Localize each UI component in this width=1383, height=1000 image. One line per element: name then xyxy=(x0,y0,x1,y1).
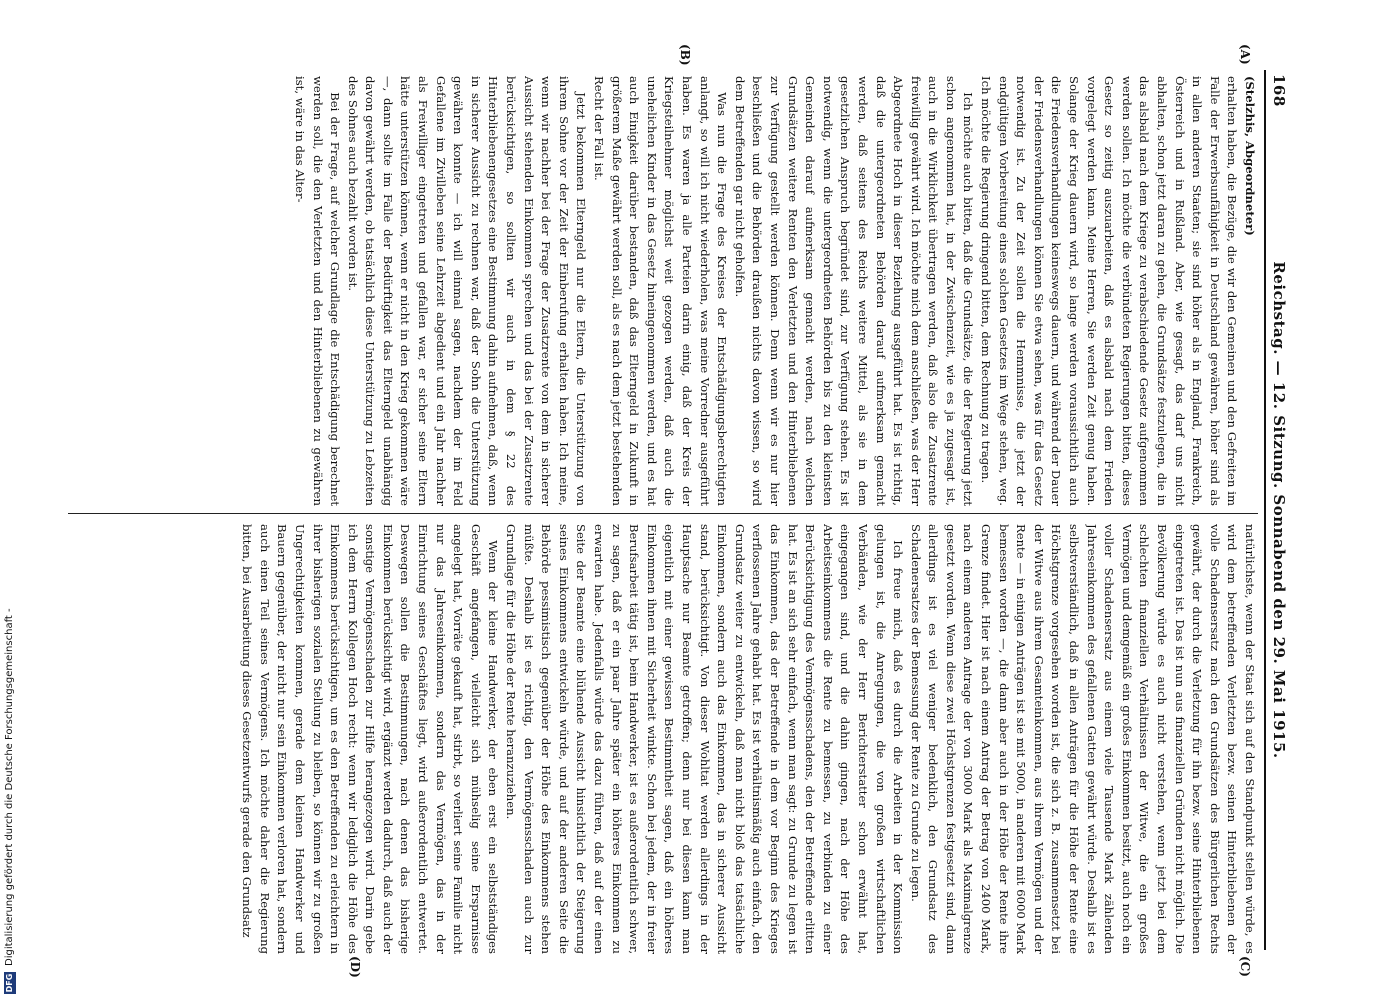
paragraph: natürlichste, wenn der Staat sich auf den Standpunkt stellen würde, es wird dem betreffenden Verletzten bezw. seinen Hinterbliebenen der volle Schadensersatz nach den Grundsätzen des Bürgerlichen Rechts gewährt, der durch die Verletzung für ihn bezw. seine Hinterbliebenen eingetreten ist. Das ist nun aus finanziellen Gründen nicht möglich. Die Bevölkerung würde es auch nicht verstehen, wenn jetzt bei dem schlechten finanziellen Verhältnissen der Witwe, die ein großes Vermögen und demgemäß ein großes Einkommen besitzt, auch noch ein voller Schadensersatz aus einem viele Tausende Mark zählenden Jahreseinkommen des gefallenen Gatten gewährt würde. Deshalb ist es selbstverständlich, daß in allen Anträgen für die Höhe der Rente eine Höchstgrenze vorgesehen worden ist, die sich z. B. zusammensetzt bei der Witwe aus ihrem Gesamteinkommen, aus ihrem Vermögen und der Rente — in einigen Anträgen ist sie mit 5000, in anderen mit 6000 Mark bemessen worden —, die dann aber auch in der Höhe der Rente ihre Grenze findet. Hier ist nach einem Antrag der Betrag von 2400 Mark, nach einem anderen Antrage der von 3000 Mark als Maximalgrenze gesetzt worden. Wenn diese zwei Höchstgrenzen festgesetzt sind, dann allerdings ist es viel weniger bedenklich, den Grundsatz des Schadenersatzes der Bemessung der Rente zu Grunde zu legen. xyxy=(908,524,1257,954)
paragraph: erhalten haben, die Bezüge, die wir den Gemeinen und den Gefreiten im Falle der Erwerbsunfähigkeit in Deutschland gewähren, höher sind als in allen anderen Staaten; sie sind höher als in England, Frankreich, Österreich und in Rußland. Aber, wie gesagt, das darf uns nicht abhalten, schon jetzt daran zu gehen, die Grundsätze festzulegen, die in das alsbald nach dem Kriege zu verabschiedende Gesetz aufgenommen werden sollen. Ich möchte die verbündeten Regierungen bitten, dieses Gesetz so zeitig auszuarbeiten, daß es alsbald nach dem Frieden vorgelegt werden kann. Meine Herren, Sie werden Zeit genug haben. Solange der Krieg dauern wird, so lange werden voraussichtlich auch die Friedensverhandlungen keineswegs dauern, und während der Dauer der Friedensverhandlungen können Sie etwa sehen, was für das Gesetz notwendig ist. Zu der Zeit sollen die Hemmnisse, die jetzt der endgültigen Vorbereitung eines solchen Gesetzes im Wege stehen, weg. Ich möchte die Regierung dringend bitten, dem Rechnung zu tragen. xyxy=(978,76,1239,506)
page-title: Reichstag. — 12. Sitzung. Sonnabend den 29. Mai 1915. xyxy=(1269,261,1288,759)
paragraph: Ich freue mich, daß es durch die Arbeiten in der Kommission gelungen ist, die Anregungen, die von großen wirtschaftlichen Verbänden, wie der Herr Berichterstatter schon erwähnt hat, eingegangen sind, und die dahin gingen, nach der Höhe des Arbeitseinkommens die Rente zu bemessen, zu verbinden zu einer Berücksichtigung des Vermögensschadens, den der Betreffende erlitten hat. Es ist an sich sehr einfach, wenn man sagt: zu Grunde zu legen ist das Einkommen, das der Betreffende in dem vor Beginn des Krieges verflossenen Jahre gehabt hat. Es ist verhältnismäßig auch einfach, den Grundsatz weiter zu entwickeln, daß man nicht bloß das tatsächliche Einkommen, sondern auch das Einkommen, das in sicherer Aussicht stand, berücksichtigt. Von dieser Wohltat werden allerdings in der Hauptsache nur Beamte getroffen; denn nur bei diesen kann man eigentlich mit einer gewissen Bestimmtheit sagen, daß ein höheres Einkommen ihnen mit Sicherheit winkte. Schon bei jedem, der in freier Berufsarbeit tätig ist, beim Handwerker, ist es außerordentlich schwer, zu sagen, daß er ein paar Jahre später ein höheres Einkommen zu erwarten habe. Jedenfalls würde das dazu führen, daß auf der einen Seite der Beamte eine blühende Aussicht hinsichtlich der Steigerung seines Einkommens entwickeln würde, und auf der anderen Seite die Behörde pessimistisch gegenüber der Höhe des Einkommens stehen müßte. Deshalb ist es richtig, den Vermögensschaden auch zur Grundlage für die Höhe der Rente heranzuziehen. xyxy=(503,524,905,954)
credit-text: Digitalisierung gefördert durch die Deutsche Forschungsgemeinschaft - xyxy=(4,608,15,966)
paragraph: Bei der Frage, auf welcher Grundlage die Entschädigung berechnet werden soll, die den Verletzten und den Hinterbliebenen zu gewähren ist, wäre in das Alter- xyxy=(292,76,342,506)
margin-marker-b: (B) xyxy=(677,44,692,66)
dfg-logo: DFG xyxy=(5,973,14,993)
margin-marker-d: (D) xyxy=(347,956,362,978)
left-column xyxy=(68,76,1258,506)
right-column xyxy=(68,524,1258,954)
paragraph: Jetzt bekommen Elterngeld nur die Eltern, die Unterstützung von ihrem Sohne vor der Zeit der Einberufung erhalten haben. Ich meine, wenn wir nachher bei der Frage der Zusatzrente von dem in sicherer Aussicht stehenden Einkommen sprechen und das bei der Zusatzrente berücksichtigen, so sollten wir auch in dem § 22 des Hinterbliebenengesetzes eine Bestimmung dahin aufnehmen, daß, wenn in sicherer Aussicht zu rechnen war, daß der Sohn die Unterstützung gewähren konnte — ich will einmal sagen, nachdem der im Feld Gefallene im Zivilleben seine Lehrzeit abgedient und ein Jahr nachher als Freiwilliger eingetreten und gefallen war, er sicher seine Eltern hätte unterstützen können, wenn er nicht in den Krieg gekommen wäre —, dann sollte im Falle der Bedürftigkeit das Elterngeld unabhängig davon gewährt werden, ob tatsächlich diese Unterstützung zu Lebzeiten des Sohnes auch bezahlt worden ist. xyxy=(345,76,588,506)
margin-marker-c: (C) xyxy=(1237,956,1252,977)
margin-marker-a: (A) xyxy=(1237,44,1252,65)
page-header xyxy=(1266,70,1292,950)
scanned-page xyxy=(60,44,1292,978)
column-divider xyxy=(68,513,1258,514)
digitization-credit xyxy=(0,0,20,1000)
paragraph: Wenn der kleine Handwerker, der eben erst ein selbstständiges Geschäft angefangen, vielleicht sich mühselig seine Ersparnisse angelegt hat, Vorräte gekauft hat, stirbt, so verliert seine Familie nicht nur das Jahreseinkommen, sondern das Vermögen, das in der Einrichtung seines Geschäftes liegt, wird außerordentlich entwertet. Deswegen sollen die Bestimmungen, nach denen das bisherige Einkommen berücksichtigt wird, ergänzt werden dadurch, daß auch der sonstige Vermögensschaden zur Hilfe herangezogen wird. Darin gebe ich dem Herrn Kollegen Hoch recht: wenn wir lediglich die Höhe des Einkommens berücksichtigen, um es den Betreffenden zu erleichtern in ihrer bisherigen sozialen Stellung zu bleiben, so können wir zu großen Ungerechtigkeiten kommen, gerade dem kleinen Handwerker und Bauern gegenüber, der nicht nur sein Einkommen verloren hat, sondern auch einen Teil seines Vermögens. Ich möchte daher die Regierung bitten, bei Ausarbeitung dieses Gesetzentwurfs gerade den Grundsatz xyxy=(239,524,500,954)
paragraph: Ich möchte auch bitten, daß die Grundsätze, die der Regierung jetzt schon angenommen hat, in der Zwischenzeit, wie es ja zugesagt ist, auch in die Wirklichkeit übertragen werden, daß also die Zusatzrente freiwillig gewährt wird. Ich möchte mich dem anschließen, was der Herr Abgeordnete Hoch in dieser Beziehung ausgeführt hat. Es ist richtig, daß die untergeordneten Behörden darauf aufmerksam gemacht werden, daß seitens des Reichs weitere Mittel, als sie in dem gesetzlichen Anspruch begründet sind, zur Verfügung stehen. Es ist notwendig, wenn die untergeordneten Behörden bis zu den kleinsten Gemeinden darauf aufmerksam gemacht werden, nach welchen Grundsätzen weitere Renten den Verletzten und den Hinterbliebenen zur Verfügung gestellt werden können. Denn wenn wir es nur hier beschließen und die Behörden draußen nichts davon wissen, so wird dem Betreffenden gar nicht geholfen. xyxy=(732,76,975,506)
page-number: 168 xyxy=(1269,74,1288,107)
paragraph: Was nun die Frage des Kreises der Entschädigungsberechtigten anlangt, so will ich nicht wiederholen, was meine Vorredner ausgeführt haben. Es waren ja alle Parteien darin einig, daß der Kreis der Kriegsteilnehmer möglichst weit gezogen werden, daß auch die unehelichen Kinder in das Gesetz hineingenommen werden, und es hat auch Einigkeit darüber bestanden, daß das Elterngeld in Zukunft in größerem Maße gewährt werden soll, als es nach dem jetzt bestehenden Recht der Fall ist. xyxy=(591,76,729,506)
speaker-label: (Stelzhis, Abgeordneter) xyxy=(1242,76,1257,236)
header-rule xyxy=(1264,70,1266,950)
